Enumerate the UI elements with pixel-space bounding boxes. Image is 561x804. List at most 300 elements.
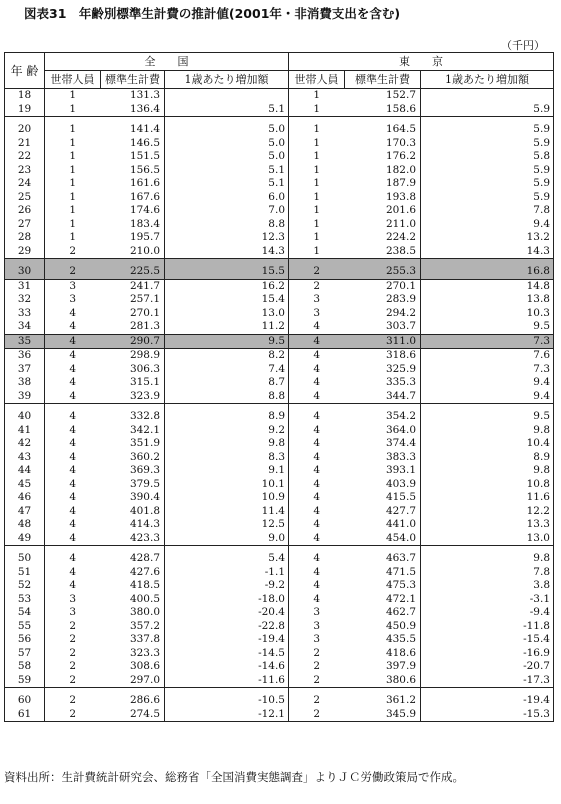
tokyo-household-cell: 1 <box>313 204 321 217</box>
tokyo-household-cell: 4 <box>313 477 321 490</box>
table-row <box>5 593 554 607</box>
age-cell: 23 <box>5 164 45 178</box>
unit-label: （千円） <box>501 39 545 52</box>
national-standard-cell: 315.1 <box>101 376 165 390</box>
national-increase-cell: 12.5 <box>165 518 289 532</box>
tokyo-household-cell: 2 <box>313 279 321 292</box>
national-standard-cell: 136.4 <box>101 103 165 117</box>
tokyo-standard-cell: 344.7 <box>345 390 421 404</box>
national-standard-cell: 257.1 <box>101 293 165 307</box>
national-household-cell: 1 <box>69 204 77 217</box>
table-row <box>5 177 554 191</box>
national-increase-cell: 8.8 <box>165 390 289 404</box>
tokyo-increase-cell: 10.8 <box>421 478 554 492</box>
national-standard-cell: 241.7 <box>101 279 165 293</box>
tokyo-standard-cell: 354.2 <box>345 404 421 424</box>
tokyo-standard-cell: 472.1 <box>345 593 421 607</box>
table-row <box>5 620 554 634</box>
national-standard-cell: 428.7 <box>101 546 165 566</box>
tokyo-increase-cell: 7.3 <box>421 363 554 377</box>
national-standard-cell: 270.1 <box>101 307 165 321</box>
age-cell: 21 <box>5 137 45 151</box>
tokyo-household-cell: 4 <box>289 546 345 566</box>
table-row <box>5 349 554 363</box>
national-standard-cell: 360.2 <box>101 451 165 465</box>
age-cell: 37 <box>5 363 45 377</box>
table-row <box>5 231 554 245</box>
table-row <box>5 103 554 117</box>
tokyo-household-cell: 1 <box>313 231 321 244</box>
table-row <box>5 218 554 232</box>
national-increase-cell: -10.5 <box>165 688 289 708</box>
national-standard-cell: 274.5 <box>101 708 165 722</box>
tokyo-household-cell: 2 <box>313 673 321 686</box>
national-standard-cell: 151.5 <box>101 150 165 164</box>
national-increase-cell: 13.0 <box>165 307 289 321</box>
national-increase-cell: 5.1 <box>165 177 289 191</box>
tokyo-standard-cell: 374.4 <box>345 437 421 451</box>
national-household-cell: 2 <box>45 688 101 708</box>
national-standard-cell: 390.4 <box>101 491 165 505</box>
tokyo-household-cell: 4 <box>313 565 321 578</box>
tokyo-increase-cell: 5.9 <box>421 177 554 191</box>
age-cell: 50 <box>5 546 45 566</box>
national-household-cell: 4 <box>69 362 77 375</box>
national-standard-cell: 342.1 <box>101 424 165 438</box>
tokyo-household-cell: 4 <box>313 491 321 504</box>
age-cell: 24 <box>5 177 45 191</box>
age-cell: 53 <box>5 593 45 607</box>
tokyo-household-cell: 2 <box>289 259 345 280</box>
tokyo-increase-cell: 12.2 <box>421 505 554 519</box>
national-standard-cell: 423.3 <box>101 532 165 546</box>
tokyo-standard-cell: 471.5 <box>345 566 421 580</box>
table-row <box>5 518 554 532</box>
national-increase-cell: 8.3 <box>165 451 289 465</box>
national-household-cell: 4 <box>45 546 101 566</box>
table-row <box>5 451 554 465</box>
national-standard-cell: 357.2 <box>101 620 165 634</box>
national-increase-cell: 10.1 <box>165 478 289 492</box>
national-household-cell: 1 <box>69 177 77 190</box>
national-increase-cell: 5.0 <box>165 150 289 164</box>
tokyo-standard-cell: 463.7 <box>345 546 421 566</box>
national-increase-cell: 9.1 <box>165 464 289 478</box>
national-household-cell: 1 <box>69 136 77 149</box>
national-increase-cell: -14.5 <box>165 647 289 661</box>
tokyo-standard-cell: 238.5 <box>345 245 421 259</box>
tokyo-household-cell: 4 <box>313 320 321 333</box>
age-cell: 18 <box>5 89 45 103</box>
tokyo-household-cell: 4 <box>313 362 321 375</box>
national-increase-cell: 5.0 <box>165 117 289 137</box>
age-cell: 46 <box>5 491 45 505</box>
tokyo-increase-cell: 10.3 <box>421 307 554 321</box>
national-standard-cell: 225.5 <box>101 259 165 280</box>
national-standard-cell: 131.3 <box>101 89 165 103</box>
tokyo-increase-cell: -16.9 <box>421 647 554 661</box>
table-row <box>5 245 554 259</box>
table-row <box>5 259 554 280</box>
tokyo-standard-cell: 393.1 <box>345 464 421 478</box>
age-cell: 47 <box>5 505 45 519</box>
tokyo-standard-cell: 176.2 <box>345 150 421 164</box>
table-body <box>5 89 554 722</box>
national-standard-cell: 306.3 <box>101 363 165 377</box>
tokyo-standard-cell: 403.9 <box>345 478 421 492</box>
tokyo-standard-cell: 418.6 <box>345 647 421 661</box>
age-cell: 27 <box>5 218 45 232</box>
national-increase-cell: 9.0 <box>165 532 289 546</box>
tokyo-household-cell: 4 <box>313 349 321 362</box>
tokyo-standard-cell: 255.3 <box>345 259 421 280</box>
tokyo-standard-cell: 462.7 <box>345 606 421 620</box>
tokyo-standard-cell: 187.9 <box>345 177 421 191</box>
tokyo-standard-cell: 397.9 <box>345 660 421 674</box>
tokyo-increase-cell: 9.8 <box>421 546 554 566</box>
national-household-cell: 4 <box>69 531 77 544</box>
tokyo-household-cell: 2 <box>313 660 321 673</box>
tokyo-household-cell: 4 <box>313 389 321 402</box>
national-increase-cell: -9.2 <box>165 579 289 593</box>
national-increase-cell: 9.5 <box>165 334 289 349</box>
national-household-cell: 4 <box>69 518 77 531</box>
tokyo-increase-cell: 5.8 <box>421 150 554 164</box>
tokyo-household-cell: 3 <box>313 619 321 632</box>
tokyo-household-header: 世帯人員 <box>289 71 345 89</box>
tokyo-household-cell: 1 <box>313 177 321 190</box>
national-standard-cell: 427.6 <box>101 566 165 580</box>
national-increase-cell: 8.8 <box>165 218 289 232</box>
table-row <box>5 633 554 647</box>
national-increase-cell: 6.0 <box>165 191 289 205</box>
tokyo-standard-cell: 170.3 <box>345 137 421 151</box>
tokyo-increase-cell: -20.7 <box>421 660 554 674</box>
tokyo-standard-cell: 283.9 <box>345 293 421 307</box>
table-row <box>5 164 554 178</box>
national-standard-cell: 281.3 <box>101 320 165 334</box>
national-increase-cell: 14.3 <box>165 245 289 259</box>
tokyo-increase-cell: 7.3 <box>421 334 554 349</box>
table-row <box>5 660 554 674</box>
national-standard-cell: 380.0 <box>101 606 165 620</box>
tokyo-increase-cell: 9.8 <box>421 464 554 478</box>
table-row <box>5 204 554 218</box>
national-increase-cell: -22.8 <box>165 620 289 634</box>
tokyo-standard-cell: 450.9 <box>345 620 421 634</box>
table-row <box>5 89 554 103</box>
national-household-cell: 1 <box>69 231 77 244</box>
tokyo-standard-cell: 335.3 <box>345 376 421 390</box>
national-household-cell: 4 <box>69 565 77 578</box>
age-cell: 34 <box>5 320 45 334</box>
table-row <box>5 566 554 580</box>
tokyo-household-cell: 4 <box>313 531 321 544</box>
table-row <box>5 464 554 478</box>
tokyo-increase-cell: 7.8 <box>421 566 554 580</box>
source-note: 資料出所：生計費統計研究会、総務省「全国消費実態調査」よりＪＣ労働政策局で作成。 <box>4 770 464 784</box>
tokyo-household-cell: 4 <box>313 464 321 477</box>
tokyo-standard-cell: 211.0 <box>345 218 421 232</box>
national-household-cell: 3 <box>69 592 77 605</box>
tokyo-increase-cell: -15.4 <box>421 633 554 647</box>
national-standard-cell: 308.6 <box>101 660 165 674</box>
national-household-cell: 4 <box>69 491 77 504</box>
table-row <box>5 404 554 424</box>
tokyo-increase-cell: 9.4 <box>421 376 554 390</box>
tokyo-increase-cell: 13.8 <box>421 293 554 307</box>
age-cell: 56 <box>5 633 45 647</box>
national-standard-cell: 141.4 <box>101 117 165 137</box>
table-row <box>5 390 554 404</box>
tokyo-household-cell: 4 <box>313 437 321 450</box>
tokyo-standard-cell: 164.5 <box>345 117 421 137</box>
age-cell: 49 <box>5 532 45 546</box>
national-increase-cell: 8.2 <box>165 349 289 363</box>
tokyo-increase-cell: 5.9 <box>421 164 554 178</box>
national-standard-cell: 323.3 <box>101 647 165 661</box>
national-increase-cell: 9.2 <box>165 424 289 438</box>
age-header: 年 齢 <box>5 53 45 89</box>
tokyo-standard-cell: 427.7 <box>345 505 421 519</box>
national-increase-cell: 16.2 <box>165 279 289 293</box>
national-household-cell: 4 <box>69 423 77 436</box>
national-household-cell: 4 <box>69 349 77 362</box>
tokyo-increase-cell: 13.0 <box>421 532 554 546</box>
tokyo-standard-cell: 415.5 <box>345 491 421 505</box>
age-cell: 58 <box>5 660 45 674</box>
tokyo-increase-cell: 9.4 <box>421 390 554 404</box>
national-standard-header: 標準生計費 <box>101 71 165 89</box>
national-household-cell: 2 <box>45 708 101 722</box>
tokyo-household-cell: 1 <box>313 150 321 163</box>
national-increase-cell <box>165 89 289 103</box>
age-cell: 40 <box>5 404 45 424</box>
national-standard-cell: 195.7 <box>101 231 165 245</box>
tokyo-household-cell: 3 <box>313 293 321 306</box>
age-cell: 43 <box>5 451 45 465</box>
age-cell: 29 <box>5 245 45 259</box>
national-household-cell: 1 <box>69 190 77 203</box>
tokyo-standard-cell: 435.5 <box>345 633 421 647</box>
tokyo-increase-cell: 13.2 <box>421 231 554 245</box>
national-household-cell: 3 <box>69 293 77 306</box>
tokyo-increase-cell: 5.9 <box>421 137 554 151</box>
tokyo-household-cell: 4 <box>313 376 321 389</box>
national-standard-cell: 146.5 <box>101 137 165 151</box>
table-row <box>5 424 554 438</box>
page-title: 図表31 年齢別標準生計費の推計値(2001年・非消費支出を含む) <box>24 6 401 21</box>
tokyo-increase-cell <box>421 89 554 103</box>
national-household-cell: 4 <box>69 579 77 592</box>
national-increase-cell: 9.8 <box>165 437 289 451</box>
national-household-cell: 4 <box>69 306 77 319</box>
national-increase-cell: 11.4 <box>165 505 289 519</box>
tokyo-increase-cell: 5.9 <box>421 103 554 117</box>
tokyo-increase-cell: 9.4 <box>421 218 554 232</box>
tokyo-standard-header: 標準生計費 <box>345 71 421 89</box>
national-household-cell: 3 <box>69 279 77 292</box>
national-increase-cell: 10.9 <box>165 491 289 505</box>
tokyo-increase-cell: 7.8 <box>421 204 554 218</box>
tokyo-standard-cell: 380.6 <box>345 674 421 688</box>
age-cell: 44 <box>5 464 45 478</box>
national-increase-cell: 8.9 <box>165 404 289 424</box>
tokyo-standard-cell: 325.9 <box>345 363 421 377</box>
national-standard-cell: 323.9 <box>101 390 165 404</box>
table-row <box>5 307 554 321</box>
age-cell: 28 <box>5 231 45 245</box>
age-cell: 48 <box>5 518 45 532</box>
age-cell: 32 <box>5 293 45 307</box>
age-cell: 39 <box>5 390 45 404</box>
age-cell: 38 <box>5 376 45 390</box>
national-standard-cell: 337.8 <box>101 633 165 647</box>
age-cell: 35 <box>5 334 45 349</box>
tokyo-standard-cell: 224.2 <box>345 231 421 245</box>
national-standard-cell: 290.7 <box>101 334 165 349</box>
table-row <box>5 293 554 307</box>
tokyo-standard-cell: 201.6 <box>345 204 421 218</box>
tokyo-increase-cell: -11.8 <box>421 620 554 634</box>
table-row <box>5 491 554 505</box>
tokyo-standard-cell: 454.0 <box>345 532 421 546</box>
national-household-cell: 1 <box>69 102 77 115</box>
national-standard-cell: 174.6 <box>101 204 165 218</box>
table-row <box>5 708 554 722</box>
age-cell: 55 <box>5 620 45 634</box>
national-household-cell: 3 <box>69 606 77 619</box>
table-row <box>5 437 554 451</box>
age-cell: 19 <box>5 103 45 117</box>
tokyo-household-cell: 4 <box>313 423 321 436</box>
tokyo-household-cell: 4 <box>313 579 321 592</box>
tokyo-household-cell: 1 <box>313 136 321 149</box>
table-row <box>5 334 554 349</box>
tokyo-household-cell: 4 <box>289 404 345 424</box>
national-household-cell: 2 <box>45 259 101 280</box>
table-row <box>5 478 554 492</box>
national-standard-cell: 167.6 <box>101 191 165 205</box>
tokyo-standard-cell: 270.1 <box>345 279 421 293</box>
national-increase-cell: -11.6 <box>165 674 289 688</box>
national-household-cell: 4 <box>69 437 77 450</box>
age-cell: 26 <box>5 204 45 218</box>
national-standard-cell: 183.4 <box>101 218 165 232</box>
tokyo-standard-cell: 441.0 <box>345 518 421 532</box>
tokyo-standard-cell: 193.8 <box>345 191 421 205</box>
age-cell: 25 <box>5 191 45 205</box>
age-cell: 41 <box>5 424 45 438</box>
age-cell: 30 <box>5 259 45 280</box>
tokyo-household-cell: 1 <box>313 163 321 176</box>
national-household-cell: 4 <box>69 320 77 333</box>
national-increase-cell: 5.4 <box>165 546 289 566</box>
tokyo-standard-cell: 182.0 <box>345 164 421 178</box>
tokyo-increase-cell: 5.9 <box>421 191 554 205</box>
national-increase-cell: 15.5 <box>165 259 289 280</box>
tokyo-increase-cell: 3.8 <box>421 579 554 593</box>
table-row <box>5 137 554 151</box>
tokyo-household-cell: 4 <box>289 334 345 349</box>
tokyo-increase-cell: 8.9 <box>421 451 554 465</box>
national-standard-cell: 400.5 <box>101 593 165 607</box>
tokyo-header: 東 京 <box>289 53 554 71</box>
tokyo-household-cell: 1 <box>313 89 321 102</box>
national-household-cell: 2 <box>69 660 77 673</box>
national-standard-cell: 401.8 <box>101 505 165 519</box>
national-increase-cell: -14.6 <box>165 660 289 674</box>
tokyo-increase-cell: -19.4 <box>421 688 554 708</box>
national-standard-cell: 297.0 <box>101 674 165 688</box>
national-increase-cell: 8.7 <box>165 376 289 390</box>
tokyo-increase-cell: 11.6 <box>421 491 554 505</box>
national-household-cell: 4 <box>69 464 77 477</box>
national-household-cell: 2 <box>69 646 77 659</box>
age-cell: 59 <box>5 674 45 688</box>
tokyo-increase-cell: 9.5 <box>421 404 554 424</box>
tokyo-household-cell: 4 <box>313 504 321 517</box>
tokyo-increase-header: 1歳あたり増加額 <box>421 71 554 89</box>
tokyo-household-cell: 1 <box>289 117 345 137</box>
tokyo-increase-cell: 9.5 <box>421 320 554 334</box>
table-row <box>5 150 554 164</box>
table-row <box>5 376 554 390</box>
age-cell: 45 <box>5 478 45 492</box>
national-standard-cell: 369.3 <box>101 464 165 478</box>
age-cell: 52 <box>5 579 45 593</box>
tokyo-household-cell: 3 <box>313 633 321 646</box>
tokyo-household-cell: 2 <box>289 688 345 708</box>
national-household-cell: 4 <box>45 334 101 349</box>
tokyo-increase-cell: -17.3 <box>421 674 554 688</box>
tokyo-household-cell: 4 <box>313 592 321 605</box>
tokyo-household-cell: 3 <box>313 306 321 319</box>
national-header: 全 国 <box>45 53 289 71</box>
age-cell: 36 <box>5 349 45 363</box>
tokyo-increase-cell: -3.1 <box>421 593 554 607</box>
tokyo-increase-cell: -9.4 <box>421 606 554 620</box>
national-household-header: 世帯人員 <box>45 71 101 89</box>
age-cell: 51 <box>5 566 45 580</box>
tokyo-standard-cell: 152.7 <box>345 89 421 103</box>
national-standard-cell: 161.6 <box>101 177 165 191</box>
national-household-cell: 1 <box>69 89 77 102</box>
tokyo-standard-cell: 364.0 <box>345 424 421 438</box>
national-standard-cell: 156.5 <box>101 164 165 178</box>
national-household-cell: 2 <box>69 633 77 646</box>
tokyo-standard-cell: 311.0 <box>345 334 421 349</box>
national-household-cell: 4 <box>69 376 77 389</box>
tokyo-household-cell: 2 <box>313 646 321 659</box>
tokyo-household-cell: 1 <box>313 244 321 257</box>
national-increase-cell: 15.4 <box>165 293 289 307</box>
cost-of-living-table <box>4 52 554 722</box>
tokyo-increase-cell: 7.6 <box>421 349 554 363</box>
national-household-cell: 1 <box>69 150 77 163</box>
table-row <box>5 546 554 566</box>
national-increase-cell: 11.2 <box>165 320 289 334</box>
tokyo-increase-cell: 10.4 <box>421 437 554 451</box>
table-row <box>5 606 554 620</box>
table-row <box>5 647 554 661</box>
tokyo-standard-cell: 303.7 <box>345 320 421 334</box>
national-standard-cell: 418.5 <box>101 579 165 593</box>
national-household-cell: 1 <box>69 163 77 176</box>
tokyo-increase-cell: 13.3 <box>421 518 554 532</box>
tokyo-household-cell: 2 <box>289 708 345 722</box>
tokyo-household-cell: 4 <box>313 450 321 463</box>
